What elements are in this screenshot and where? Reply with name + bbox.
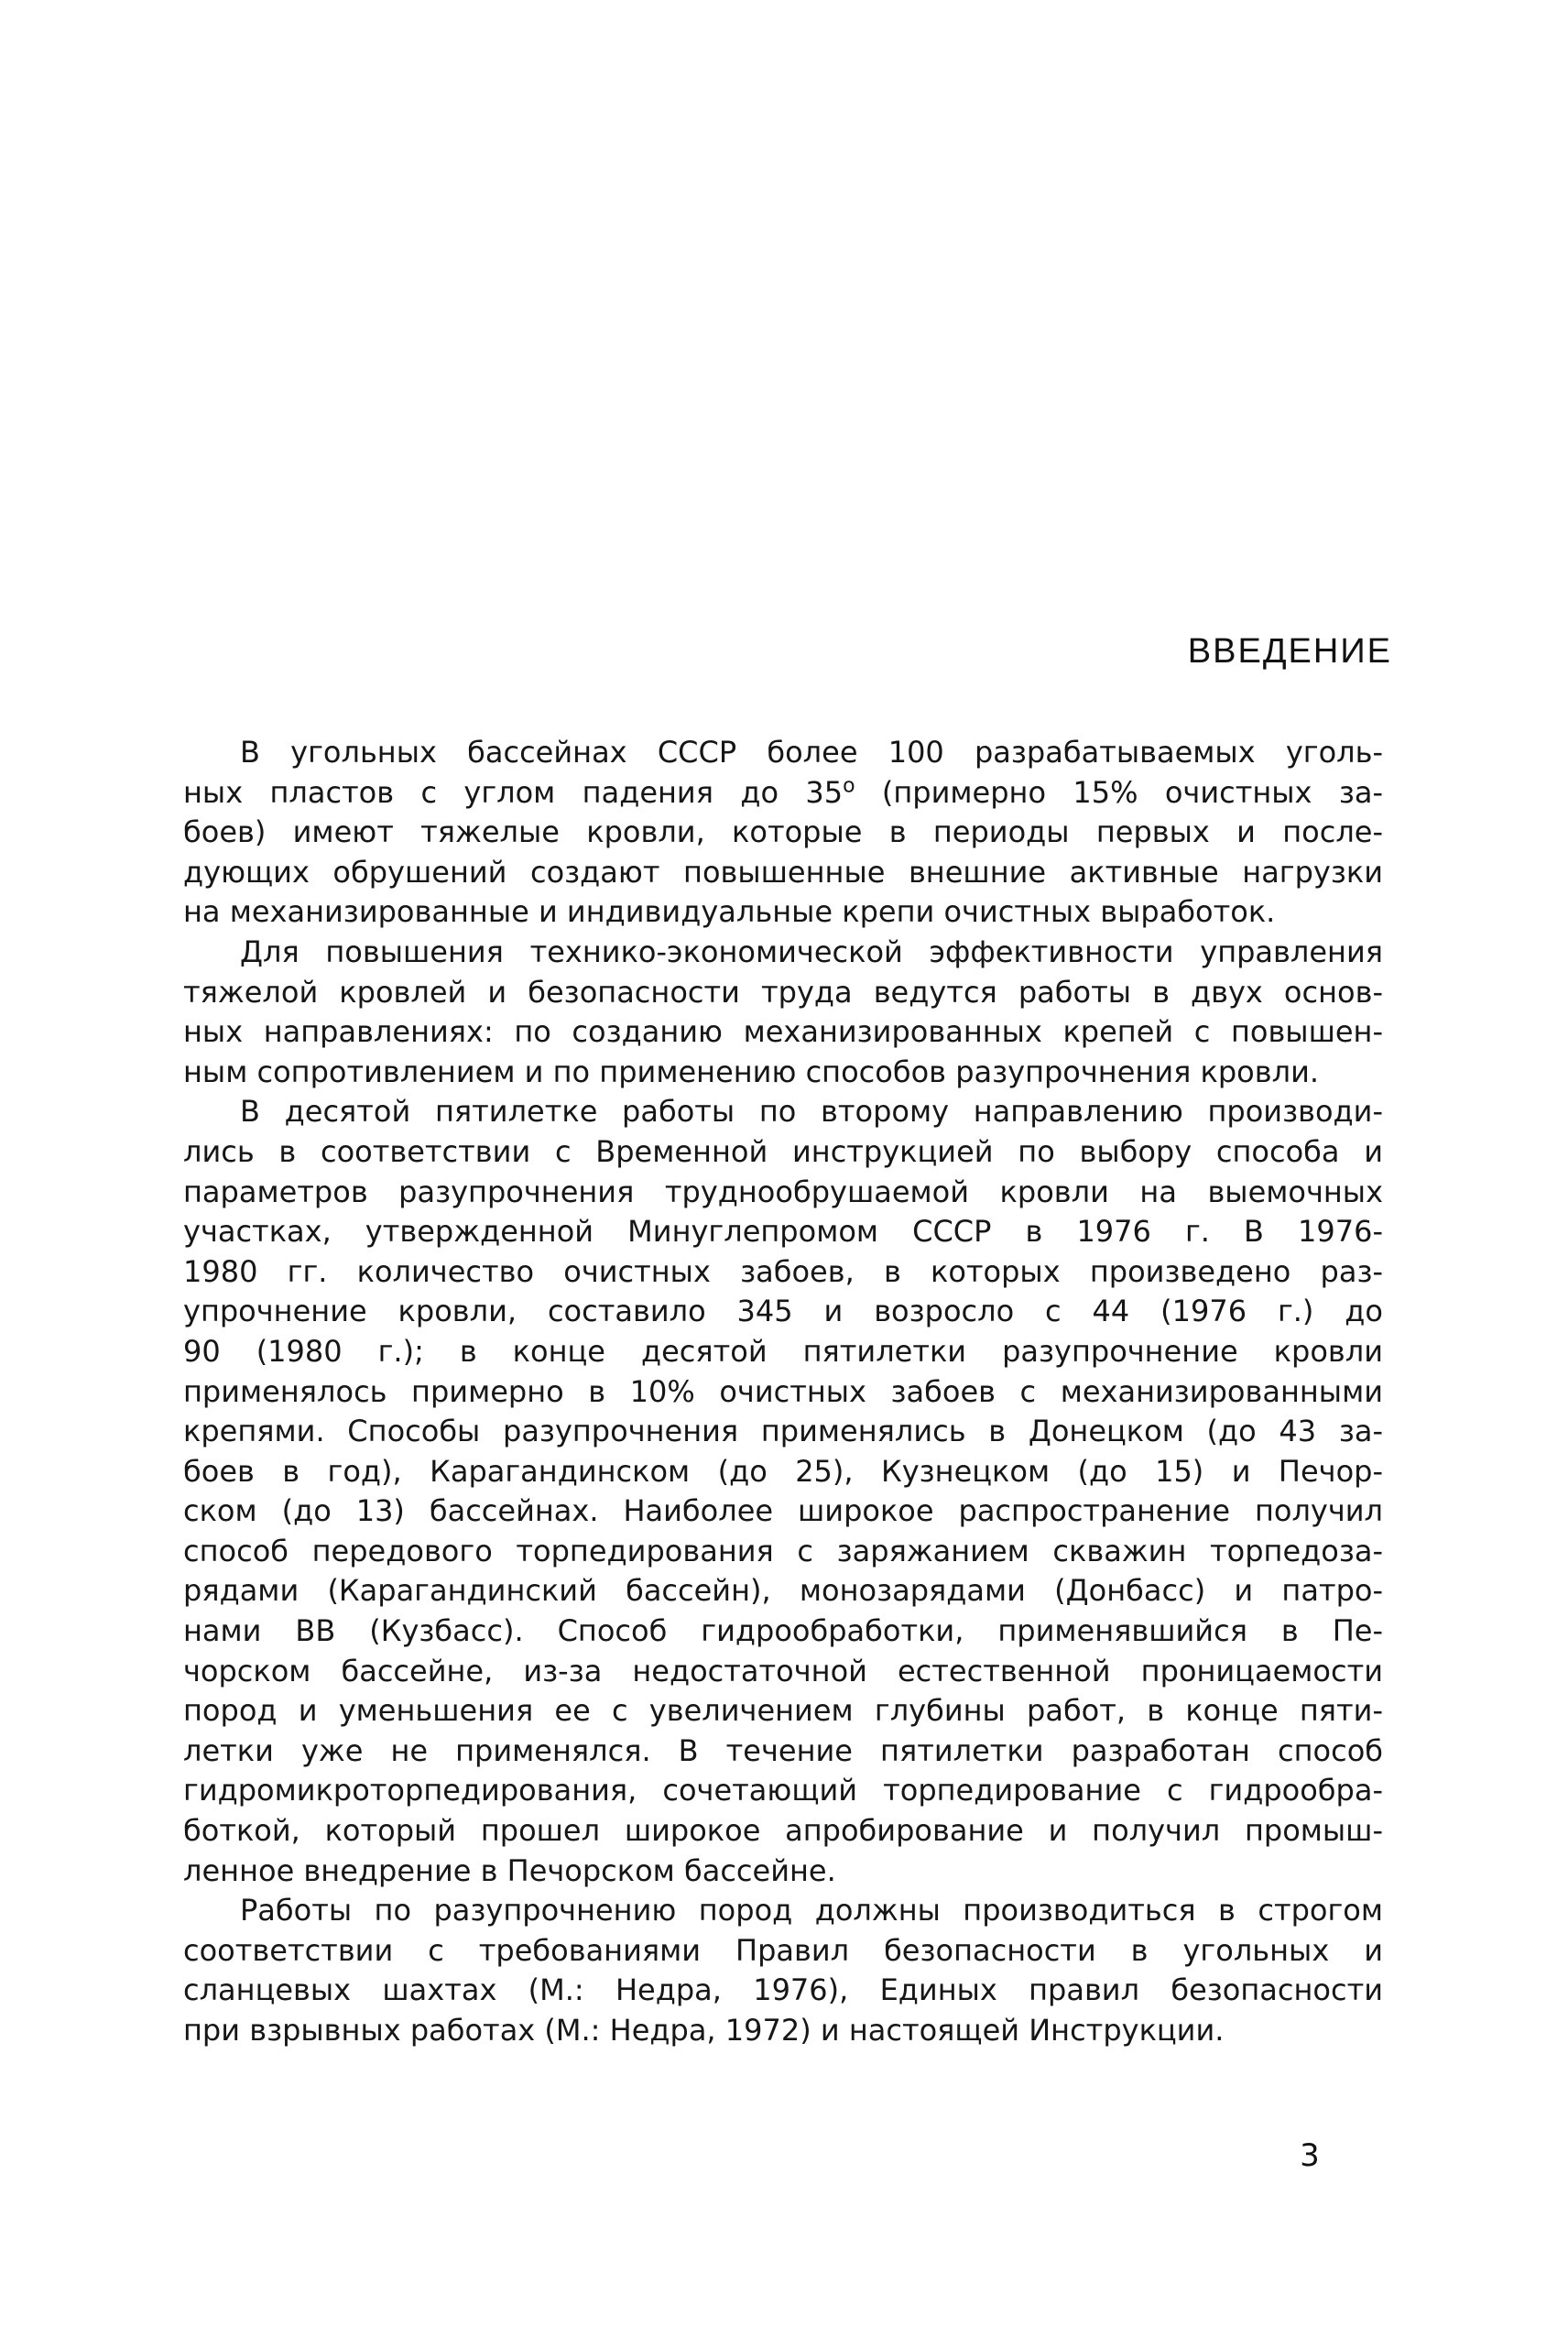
- text-line: нами ВВ (Кузбасс). Способ гидрообработки, применявшийся в Пе-: [183, 1613, 1383, 1649]
- text-line: на механизированные и индивидуальные крепи очистных выработок.: [183, 894, 1276, 930]
- text-line: параметров разупрочнения труднообрушаемой кровли на выемочных: [183, 1174, 1383, 1209]
- text-line: крепями. Способы разупрочнения применялись в Донецком (до 43 за-: [183, 1414, 1383, 1449]
- text-line: ным сопротивлением и по применению способов разупрочнения кровли.: [183, 1054, 1320, 1089]
- text-line: Работы по разупрочнению пород должны производиться в строгом: [240, 1893, 1383, 1928]
- text-line: способ передового торпедирования с заряжанием скважин торпедоза-: [183, 1533, 1383, 1568]
- degree-superscript: о: [843, 773, 855, 797]
- paragraph-2: [183, 933, 1383, 1092]
- text-line: В угольных бассейнах СССР более 100 разрабатываемых уголь-: [240, 735, 1383, 770]
- text-line: 1980 гг. количество очистных забоев, в которых произведено раз-: [183, 1253, 1383, 1289]
- text-fragment: ных пластов с углом падения до 35: [183, 774, 844, 810]
- text-line: участках, утвержденной Минуглепромом СССР в 1976 г. В 1976-: [183, 1214, 1383, 1250]
- text-line: Для повышения технико-экономической эффективности управления: [240, 934, 1383, 969]
- text-fragment: (примерно 15% очистных за-: [855, 774, 1384, 810]
- text-line: 90 (1980 г.); в конце десятой пятилетки разупрочнение кровли: [183, 1333, 1383, 1369]
- text-line: применялось примерно в 10% очистных забоев с механизированными: [183, 1373, 1383, 1409]
- paragraph-4: [183, 1891, 1383, 2050]
- text-line: соответствии с требованиями Правил безопасности в угольных и: [183, 1932, 1383, 1968]
- text-line: боткой, который прошел широкое апробирование и получил промыш-: [183, 1813, 1383, 1849]
- text-line: [183, 773, 1383, 814]
- text-line: боев в год), Карагандинском (до 25), Кузнецком (до 15) и Печор-: [183, 1453, 1383, 1489]
- page-number: 3: [1300, 2137, 1320, 2174]
- text-line: ском (до 13) бассейнах. Наиболее широкое распространение получил: [183, 1493, 1383, 1529]
- text-line: В десятой пятилетке работы по второму направлению производи-: [240, 1094, 1383, 1130]
- text-line: пород и уменьшения ее с увеличением глубины работ, в конце пяти-: [183, 1693, 1383, 1729]
- text-line: летки уже не применялся. В течение пятилетки разработан способ: [183, 1732, 1383, 1768]
- paragraph-1: [183, 733, 1383, 933]
- section-heading: ВВЕДЕНИЕ: [1187, 632, 1392, 671]
- text-line: боев) имеют тяжелые кровли, которые в периоды первых и после-: [183, 814, 1383, 850]
- text-line: при взрывных работах (М.: Недра, 1972) и настоящей Инструкции.: [183, 2013, 1225, 2048]
- text-line: сланцевых шахтах (М.: Недра, 1976), Единых правил безопасности: [183, 1972, 1383, 2008]
- text-line: рядами (Карагандинский бассейн), монозарядами (Донбасс) и патро-: [183, 1573, 1383, 1609]
- text-line: ленное внедрение в Печорском бассейне.: [183, 1852, 836, 1888]
- body-text: [183, 733, 1383, 2051]
- text-line: ных направлениях: по созданию механизированных крепей с повышен-: [183, 1014, 1383, 1050]
- text-line: чорском бассейне, из-за недостаточной естественной проницаемости: [183, 1653, 1383, 1688]
- text-line: гидромикроторпедирования, сочетающий торпедирование с гидрообра-: [183, 1773, 1383, 1808]
- text-line: тяжелой кровлей и безопасности труда ведутся работы в двух основ-: [183, 974, 1383, 1010]
- text-line: дующих обрушений создают повышенные внешние активные нагрузки: [183, 854, 1383, 890]
- text-line: лись в соответствии с Временной инструкцией по выбору способа и: [183, 1133, 1383, 1169]
- text-line: упрочнение кровли, составило 345 и возросло с 44 (1976 г.) до: [183, 1294, 1383, 1329]
- paragraph-3: [183, 1092, 1383, 1891]
